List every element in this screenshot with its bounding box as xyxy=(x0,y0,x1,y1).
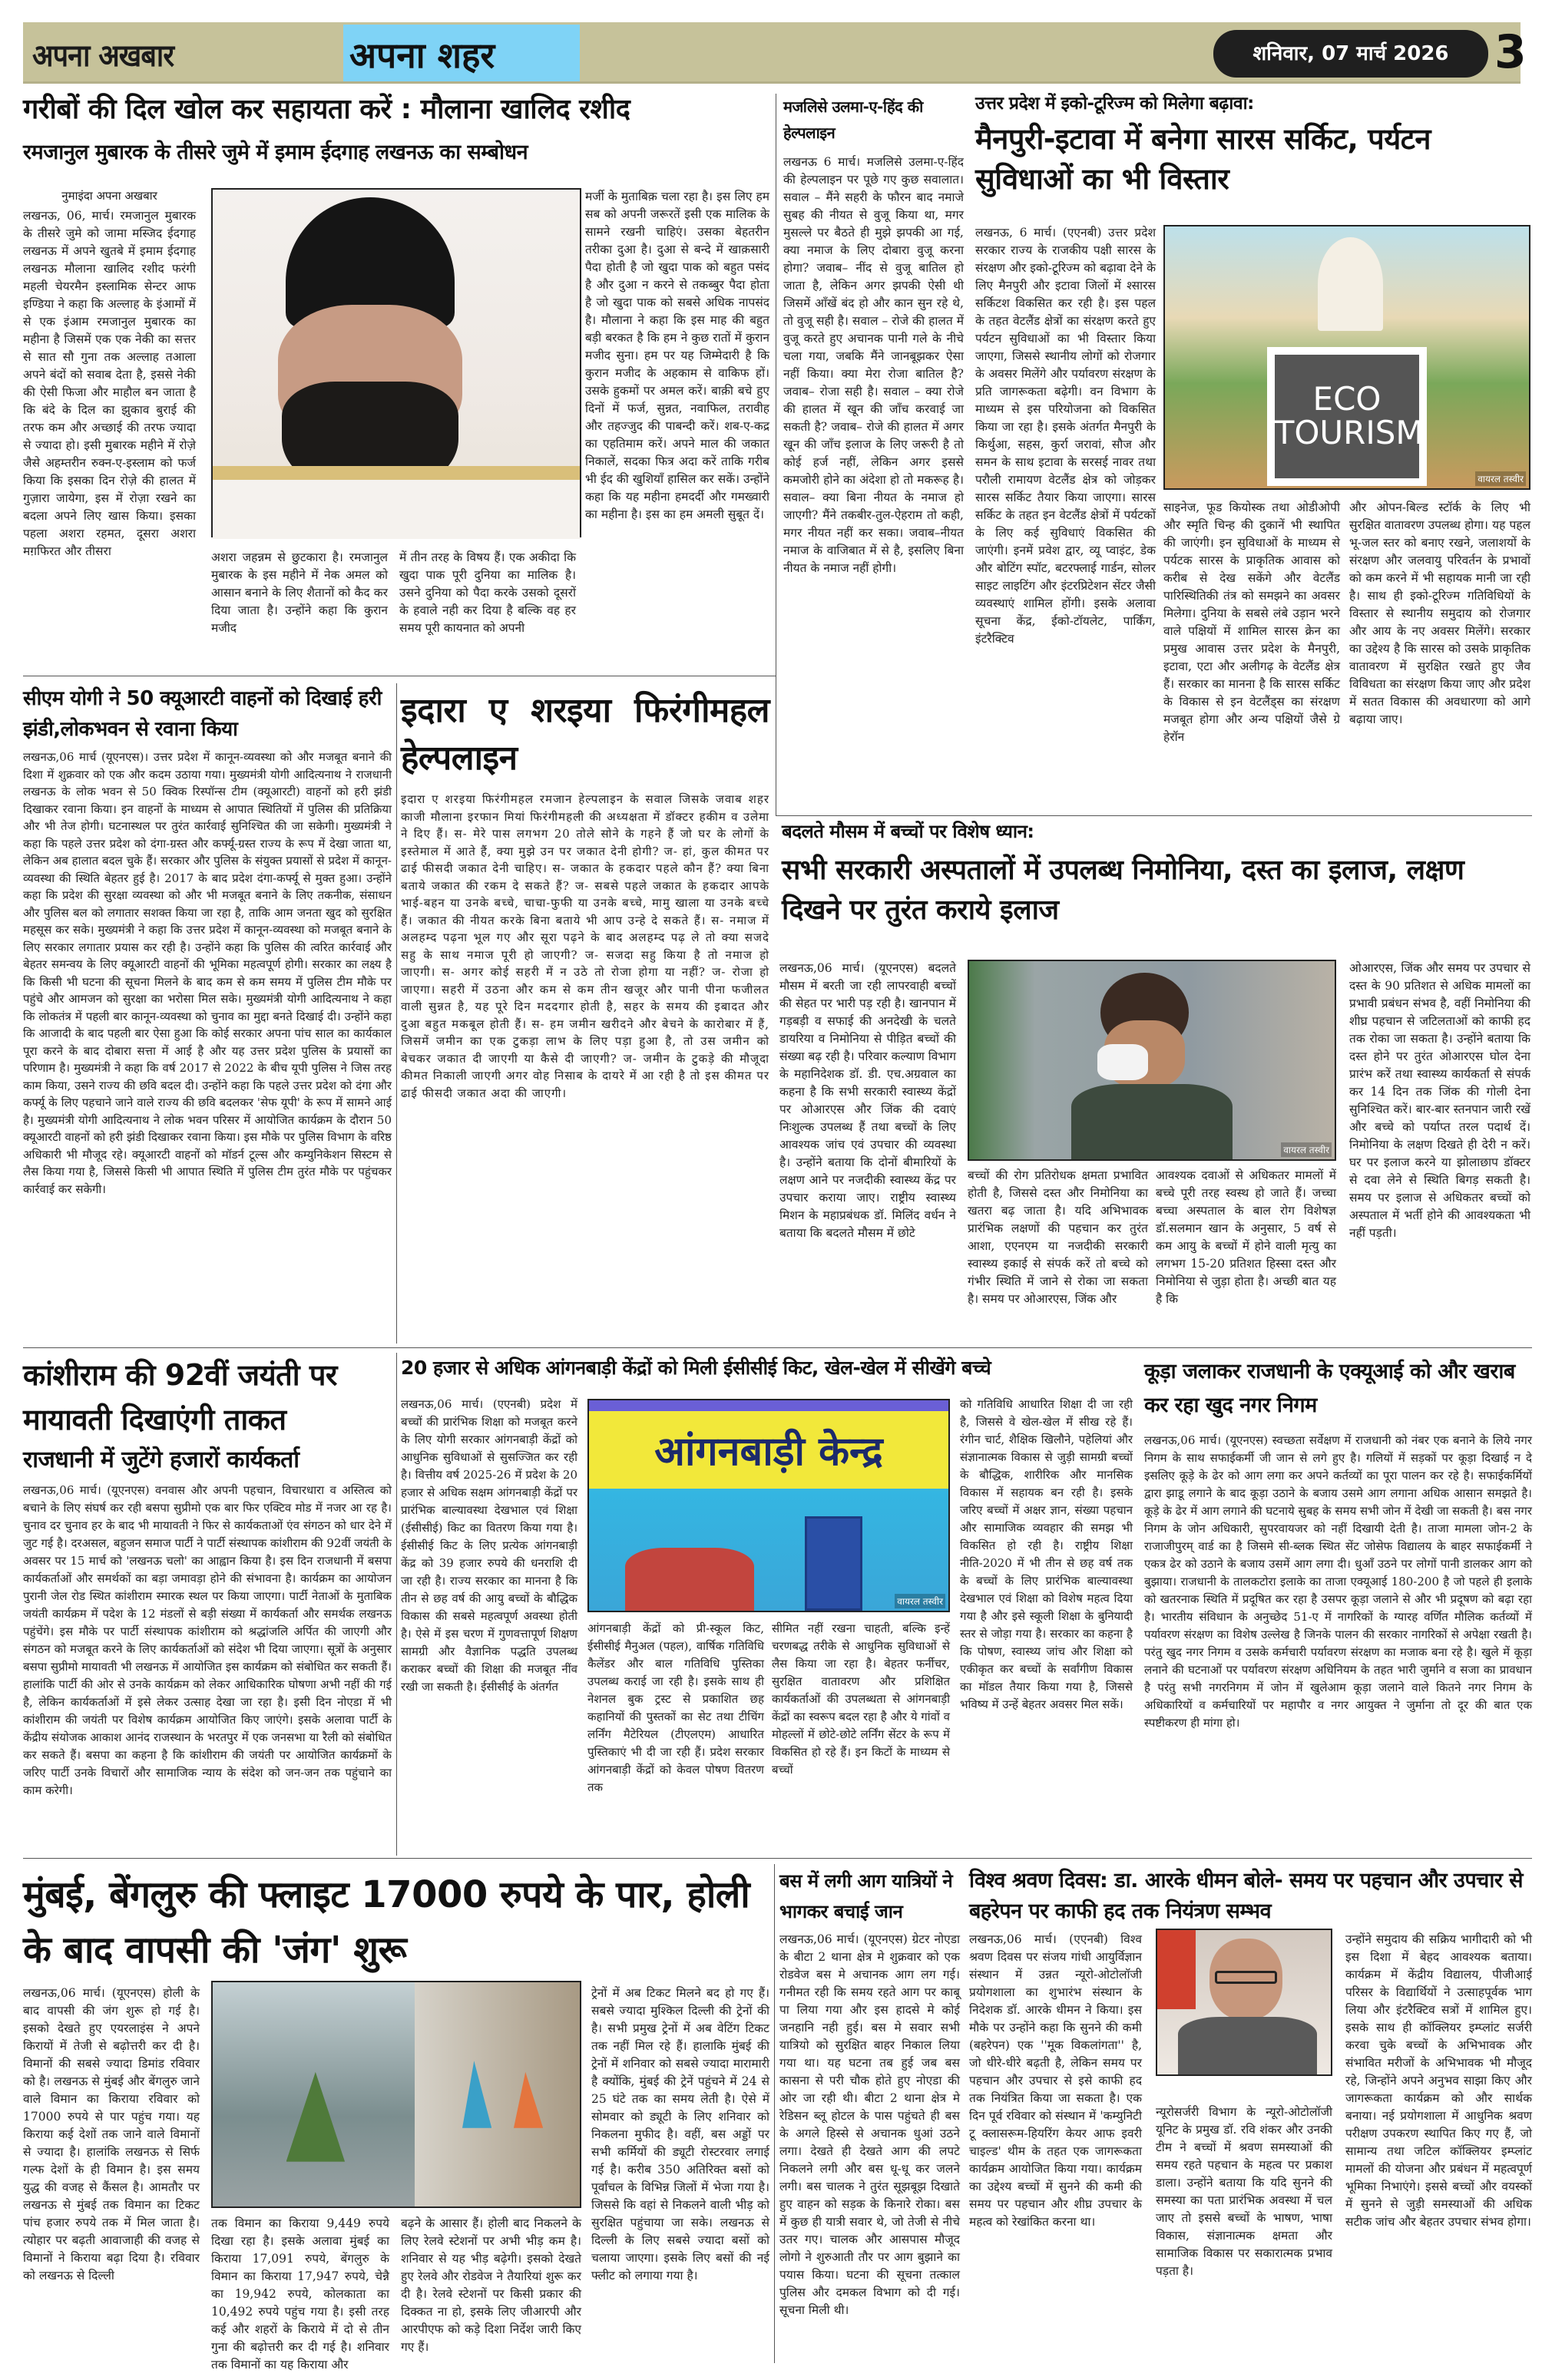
maulana-byline: नुमाइंदा अपना अखबार xyxy=(61,189,157,203)
child-shirt xyxy=(1071,1084,1232,1159)
maulana-col4: मर्जी के मुताबिक़ चला रहा है। इस लिए हम सब को अपनी जरूरतें इसी एक मालिक के सामने रखनी चाहिएं। उसका बेहतरीन तरीका दुआ है। दुआ से बन्दे में खाक़सारी पैदा होती है जो खुदा पाक को बहुत पसंद है और दुआ न करने से तकब्बुर पैदा होता है जो खुदा पाक को सबसे अधिक नापसंद है। मौलाना ने कहा कि इस माह की बहुत बड़ी बरकत है कि हम ने कुछ रातों में कुरान मजीद सुना। हम पर यह जिम्मेदारी है कि कुरान मजीद के अहकाम से वाकिफ हों। उसके हुकमों पर अमल करें। बाक़ी बचे हुए दिनों में फर्ज, सुन्नत, नवाफिल, तरावीह और तहज्जुद की पाबन्दी करें। शब-ए-कद्र का एहतिमाम करें। अपने माल की जकात निकालें, सदका फित्र अदा करें ताकि गरीब भी ईद की खुशियाँ हासिल कर सकें। उन्होंने कहा कि यह महीना हमदर्दी और गमख्वारी का महीना है। इस का हम अमली सुबूत दें। xyxy=(585,190,769,521)
page-number: 3 xyxy=(1494,25,1527,79)
pneumonia-kicker: बदलते मौसम में बच्चों पर विशेष ध्यान: xyxy=(782,821,1034,842)
eyeglasses xyxy=(1215,1971,1277,1984)
column-rule xyxy=(396,1353,397,1856)
child-sick-photo xyxy=(968,960,1336,1161)
kanshiram-subhead: राजधानी में जुटेंगे हजारों कार्यकर्ता xyxy=(23,1446,299,1473)
paper-name: अपना अखबार xyxy=(32,38,174,74)
idara-body: इदारा ए शरइया फिरंगीमहल रमजान हेल्पलाइन के सवाल जिसके जवाब शहर काजी मौलाना इरफान मियां फिरंगीमहली की अध्यक्षता में डॉक्टर हकीम व उलेमा ने दिए हैं। स- मेरे पास लगभग 20 तोले सोने के गहने हैं जो घर के लोगों के इस्तेमाल में आते हैं, क्या मुझे उन पर जकात देनी होगी? ज- हां, कुल कीमत पर ढाई फीसदी जकात देनी चाहिए। स- जकात के हकदार पहले कौन हैं? क्या बिना बताये जकात की रकम दे सकते हैं? ज- सबसे पहले जकात के हकदार आपके भाई-बहन या उनके बच्चे, चाचा-फुफी या उनके बच्चे, मामु खाला या उनके बच्चे हैं। जकात की नीयत करके बिना बताये भी आप उन्हे दे सकते हैं। स- नमाज में अलहम्द पढ़ना भूल गए और सूरा पढ़ने के बाद अलहम्द पढ़ ले तो क्या सजदे सहु के साथ नमाज पूरी हो जाएगी? ज- सजदा सहु किया है तो नमाज हो जाएगी। स- अगर कोई सहरी में न उठे तो रोजा होगा या नहीं? ज- रोजा हो जाएगा। सहरी में उठना और कम से कम तीन खजूर और पानी पीना फजीलत वाली सुन्नत है, यह पूरे दिन मददगार होती है, सहर के समय की इबादत और दुआ बहुत मकबूल होती हैं। स- हम जमीन खरीदने और बेचने के कारोबार में हैं, जिसमें जमीन का एक टुकड़ा लाभ के लिए पड़ा हुआ है, तो उस जमीन को बेचकर जकात दी जाएगी या कैसे दी जाएगी? ज- जमीन के टुकड़े की मौजूदा कीमत निकाली जाएगी अगर वोह निसाब के दायरे में आ रही है तो इस कीमत पर ढाई फीसदी जकात अदा की जाएगी। xyxy=(401,792,769,1100)
idara-headline: इदारा ए शरइया फिरंगीमहल हेल्पलाइन xyxy=(401,691,769,778)
flight-col2: तक विमान का किराया 9,449 रुपये दिखा रहा है। इसके अलावा मुंबई का किराया 17,091 रुपये, बेंगलुरु के विमान का किराया 17,947 रुपये, चेन्नै का 19,942 रुपये, कोलकाता का 10,492 रुपये पहुंच गया है। इसी तरह कई और शहरों के किराये में दो से तीन गुना की बढ़ोत्तरी कर दी गई है। शनिवार तक विमानों का यह किराया और xyxy=(211,2216,389,2372)
window-shape xyxy=(805,1516,862,1611)
monument-dome xyxy=(1318,237,1383,332)
section-rule xyxy=(776,815,1532,816)
flight-col4: ट्रेनों में अब टिकट मिलने बद हो गए हैं। सबसे ज्यादा मुश्किल दिल्ली की ट्रेनों की है। सभी प्रमुख ट्रेनों में अब वेटिंग टिकट तक नहीं मिल रहे हैं। हालाकि मुंबई की ट्रेनों में शनिवार को सबसे ज्यादा मारामारी है क्योंकि, मुंबई की ट्रेनें पहुंचने में 24 से 25 घंटे तक का समय लेती है। ऐसे में सोमवार को ड्यूटी के लिए शनिवार को निकलना मुफीद है। वहीं, बस अड्डों पर सभी कर्मियों की ड्यूटी रोस्टरवार लगाई गई है। करीब 350 अतिरिक्त बसों को पूर्वांचल के विभिन्न जिलों में भेजा गया है। जिससे कि वहां से निकलने वाली भीड़ को सुरक्षित पहुंचाया जा सके। लखनऊ से दिल्ली के लिए सबसे ज्यादा बसों को चलाया जाएगा। इसके लिए बसों की नई फ्लीट को लगाया गया है। xyxy=(591,1986,769,2282)
maulana-col3: में तीन तरह के विषय हैं। एक अकीदा कि खुदा पाक पूरी दुनिया का मालिक है। उसने दुनिया को पैदा करके उसको दूसरों के हवाले नही कर दिया है बल्कि वह हर समय पूरी कायनात को अपनी xyxy=(399,550,576,635)
section-rule xyxy=(23,1858,1532,1859)
airport-photo xyxy=(211,1981,581,2208)
maulana-headline: गरीबों की दिल खोल कर सहायता करें : मौलाना खालिद रशीद xyxy=(23,94,630,125)
column-rule xyxy=(774,1864,775,2363)
pneumonia-col1: लखनऊ,06 मार्च। (यूएनएस) बदलते मौसम में बरती जा रही लापरवाही बच्चों की सेहत पर भारी पड़ रही है। खानपान में गड़बड़ी व सफाई की अनदेखी के चलते डायरिया व निमोनिया से पीड़ित बच्चों की संख्या बढ़ रही है। परिवार कल्याण विभाग के महानिदेशक डॉ. डी. एच.अग्रवाल का कहना है कि सभी सरकारी स्वास्थ्य केंद्रों पर ओआरएस और जिंक की दवाएं निःशुल्क उपलब्ध हैं तथा बच्चों के लिए आवश्यक जांच एवं उपचार की व्यवस्था है। उन्होंने बताया कि दोनों बीमारियों के लक्षण आने पर नजदीकी स्वास्थ्य केंद्र पर उपचार कराया जाए। राष्ट्रीय स्वास्थ्य मिशन के महाप्रबंधक डॉ. मिलिंद वर्धन ने बताया कि बदलते मौसम में छोटे xyxy=(779,961,956,1240)
kanshiram-headline: कांशीराम की 92वीं जयंती पर मायावती दिखाएंगी ताकत xyxy=(23,1358,337,1436)
people-group xyxy=(625,1548,754,1611)
helpline-body: लखनऊ 6 मार्च। मजलिसे उलमा-ए-हिंद की हेल्पलाइन पर पूछे गए कुछ सवालात। सवाल – मैंने सहरी के फौरन बाद नमाजे सुबह की नीयत से वुजू किया था, मगर मुसल्ले पर बैठते ही मुझे झपकी आ गई, क्या नमाज के लिए दोबारा वुजू करना होगा? जवाब– नींद से वुजू बातिल हो जाता है, लेकिन अगर झपकी ऐसी थी जिसमें आँखें बंद हो और कान सुन रहे थे, तो वुजू सही है। सवाल – रोजे की हालत में वुजू करते हुए अचानक पानी गले के नीचे चला गया, जबकि मैंने जानबूझकर ऐसा नहीं किया। क्या मेरा रोजा बातिल है? जवाब– रोजा सही है। सवाल – क्या रोजे की हालत में खून की जाँच करवाई जा सकती है? जवाब– रोजे की हालत में अगर खून की जाँच इलाज के लिए जरूरी है तो कोई हर्ज नहीं, लेकिन अगर इससे कमजोरी होने का अंदेशा हो तो मकरूह है। सवाल– क्या बिना नीयत के नमाज हो जाएगी? मैंने तकबीर-तुल-ऐहराम तो कही, मगर नीयत नहीं कर सका। जवाब–नीयत नमाज के वाजिबात में से है, इसलिए बिना नीयत के नमाज नहीं होगी। xyxy=(783,155,964,575)
helpline-headline: मजलिसे उलमा-ए-हिंद की हेल्पलाइन xyxy=(783,98,923,142)
background-object xyxy=(1157,1930,1196,2009)
eco-col2: साइनेज, फूड कियोस्क तथा ओडीओपी और स्मृति चिन्ह की दुकानें भी स्थापित की जाएंगी। इन सुविधाओं के माध्यम से पर्यटक सारस के प्राकृतिक आवास को करीब से देख सकेंगे और वेटलैंड पारिस्थितिकी तंत्र को समझने का अवसर मिलेगा। दुनिया के सबसे लंबे उड़ान भरने वाले पक्षियों में शामिल सारस क्रेन का प्रमुख आवास उत्तर प्रदेश के मैनपुरी, इटावा, एटा और अलीगढ़ के वेटलैंड क्षेत्र हैं। सरकार का मानना है कि सारस सर्किट के विकास से इन वेटलैंड्स का संरक्षण मजबूत होगा और अन्य पक्षियों जैसे ग्रे हेरॉन xyxy=(1163,501,1340,744)
bus-body: लखनऊ,06 मार्च। (यूएनएस) ग्रेटर नोएडा के बीटा 2 थाना क्षेत्र मे शुक्रवार को एक रोडवेज बस मे अचानक आग लग गई। गनीमत रही कि समय रहते आग पर काबू पा लिया गया और इस हादसे मे कोई जनहानि नही हुई। बस मे सवार सभी यात्रियो को सुरक्षित बाहर निकाल लिया गया था। यह घटना तब हुई जब बस कासना से परी चौक होते हुए नोएडा की ओर जा रही थी। बीटा 2 थाना क्षेत्र मे रेडिसन ब्लू होटल के पास पहुंचते ही बस के अगले हिस्से से अचानक धुआं उठने लगा। देखते ही देखते आग की लपटे निकलने लगी और बस धू-धू कर जलने लगी। बस चालक ने तुरंत सूझबूझ दिखाते हुए वाहन को सड़क के किनारे रोका। बस में कुछ ही यात्री सवार थे, जो तेजी से नीचे उतर गए। चालक और आसपास मौजूद लोगो ने शुरुआती तौर पर आग बुझाने का पयास किया। घटना की सूचना तत्काल पुलिस और दमकल विभाग को दी गई। सूचना मिली थी। xyxy=(779,1932,960,2317)
anganwadi-col2: आंगनबाड़ी केंद्रों को प्री-स्कूल किट, ईसीसीई मैनुअल (पहल), वार्षिक गतिविधि कैलेंडर और बाल गतिविधि पुस्तिका उपलब्ध कराई जा रही है। इसके साथ ही नेशनल बुक ट्रस्ट से प्रकाशित छह कहानियों की पुस्तकों का सेट तथा टीचिंग लर्निंग मैटेरियल (टीएलएम) आधारित पुस्तिकाएं भी दी जा रही हैं। प्रदेश सरकार आंगनबाड़ी केंद्रों को केवल पोषण वितरण तक xyxy=(587,1621,764,1794)
aircraft-tail xyxy=(462,2061,491,2128)
pneumonia-col3: आवश्यक दवाओं से अधिकतर मामलों में बच्चे पूरी तरह स्वस्थ हो जाते हैं। जच्चा बच्चा अस्पताल के बाल रोग विशेषज्ञ डॉ.सलमान खान के अनुसार, 5 वर्ष से कम आयु के बच्चों में होने वाली मृत्यु का लगभग 15-20 प्रतिशत हिस्सा दस्त और निमोनिया से जुड़ा होता है। अच्छी बात यह है कि xyxy=(1156,1169,1336,1306)
hearing-col1: लखनऊ,06 मार्च। (एएनबी) विश्व श्रवण दिवस पर संजय गांधी आयुर्विज्ञान संस्थान में उन्नत न्यूरो-ओटोलॉजी प्रयोगशाला का शुभारंभ संस्थान के निदेशक डॉ. आरके धीमन ने किया। इस मौके पर उन्होंने कहा कि सुनने की कमी (बहरेपन) एक ''मूक विकलांगता'' है, जो धीरे-धीरे बढ़ती है, लेकिन समय पर पहचान और उपचार से इसे काफी हद तक नियंत्रित किया जा सकता है। एक दिन पूर्व रविवार को संस्थान में 'कम्युनिटी टू क्लासरूम-हियरिंग केयर आफ इवरी चाइल्ड' थीम के तहत एक जागरूकता कार्यक्रम आयोजित किया गया। कार्यक्रम का उद्देश्य बच्चों में सुनने की कमी की समय पर पहचान और शीघ्र उपचार के महत्व को रेखांकित करना था। xyxy=(969,1932,1142,2229)
masthead xyxy=(23,22,1527,84)
section-rule xyxy=(23,1347,1532,1348)
bus-headline: बस में लगी आग यात्रियों ने भागकर बचाई जान xyxy=(779,1870,953,1922)
hearing-col3: उन्होंने समुदाय की सक्रिय भागीदारी को भी इस दिशा में बेहद आवश्यक बताया। कार्यक्रम में केंद्रीय विद्यालय, पीजीआई परिसर के विद्यार्थियों ने उत्साहपूर्वक भाग लिया और इंटरैक्टिव सत्रों में शामिल हुए। इसके साथ ही कॉक्लियर इम्प्लांट सर्जरी करवा चुके बच्चों के अभिभावक और संभावित मरीजों के अभिभावक भी मौजूद रहे, जिन्होंने अपने अनुभव साझा किए और जागरूकता कार्यक्रम को और सार्थक बनाया। नई प्रयोगशाला में आधुनिक श्रवण परीक्षण उपकरण स्थापित किए गए हैं, जो सामान्य तथा जटिल कॉक्लियर इम्प्लांट मामलों की योजना और प्रबंधन में महत्वपूर्ण भूमिका निभाएंगे। इससे बच्चों और वयस्कों में सुनने से जुड़ी समस्याओं की अधिक सटीक जांच और बेहतर उपचार संभव होगा। xyxy=(1345,1932,1532,2229)
qrt-headline: सीएम योगी ने 50 क्यूआरटी वाहनों को दिखाई हरी झंडी,लोकभवन से रवाना किया xyxy=(23,687,382,741)
flight-col1: लखनऊ,06 मार्च। (यूएनएस) होली के बाद वापसी की जंग शुरू हो गई है। इसको देखते हुए एयरलाइंस ने अपने किरायों में तेजी से बढ़ोत्तरी कर दी है। विमानों की सबसे ज्यादा डिमांड रविवार को है। लखनऊ से मुंबई और बेंगलुरु जाने वाले विमान का किराया रविवार को 17000 रुपये से पार पहुंच गया। यह किराया कई देशों तक जाने वाले विमानों से ज्यादा है। हालांकि लखनऊ से सिर्फ गल्फ देशों के ही विमान है। इस समय युद्ध की वजह से कैंसल है। आमतौर पर लखनऊ से मुंबई तक विमान का टिकट पांच हजार रुपये तक में मिल जाता है। त्योहार पर बढ़ती आवाजाही की वजह से विमानों ने किराया बढ़ा दिया है। रविवार को लखनऊ से दिल्ली xyxy=(23,1986,200,2282)
aqi-headline: कूड़ा जलाकर राजधानी के एक्यूआई को और खराब कर रहा खुद नगर निगम xyxy=(1144,1360,1515,1417)
anganwadi-photo xyxy=(587,1399,950,1612)
anganwadi-image-credit: वायरल तस्वीर xyxy=(895,1594,945,1608)
qrt-body: लखनऊ,06 मार्च (यूएनएस)। उत्तर प्रदेश में कानून-व्यवस्था को और मजबूत बनाने की दिशा में शुक्रवार को एक और कदम उठाया गया। मुख्यमंत्री योगी आदित्यनाथ ने राजधानी लखनऊ के लोक भवन से 50 क्विक रिस्पॉन्स टीम (क्यूआरटी) वाहनों को हरी झंडी दिखाकर रवाना किया। इन वाहनों के माध्यम से आपात स्थितियों में पुलिस की प्रतिक्रिया और भी तेज होगी। घटनास्थल पर तुरंत कार्रवाई सुनिश्चित की जा सकेगी। मुख्यमंत्री ने कहा कि पहले उत्तर प्रदेश को दंगा-ग्रस्त और कर्फ्यू-ग्रस्त राज्य के रूप में देखा जाता था, लेकिन अब हालात बदल चुके हैं। सरकार और पुलिस के संयुक्त प्रयासों से प्रदेश में कानून-व्यवस्था की स्थिति बेहतर हुई है। 2017 के बाद प्रदेश दंगा-कर्फ्यू से मुक्त हुआ। उन्होंने कहा कि प्रदेश की सुरक्षा व्यवस्था को और भी मजबूत बनाने के लिए तकनीक, संसाधन और पुलिस बल को लगातार सशक्त किया जा रहा है, ताकि आम जनता खुद को सुरक्षित महसूस कर सके। मुख्यमंत्री ने कहा कि उत्तर प्रदेश में कानून-व्यवस्था को मजबूत बनाने के लिए सरकार लगातार प्रयास कर रही है। उन्होंने कहा कि पुलिस की त्वरित कार्रवाई और बेहतर समन्वय के लिए क्यूआरटी वाहनों की भूमिका महत्वपूर्ण होगी। सरकार का लक्ष्य है कि किसी भी घटना की सूचना मिलने के बाद कम से कम समय में पुलिस टीम मौके पर पहुंचे और आमजन को सुरक्षा का भरोसा मिल सके। मुख्यमंत्री योगी आदित्यनाथ ने कहा कि लोकतंत्र में पहली बार कानून-व्यवस्था को चुनाव का मुद्दा बनते दिखाई दी। उन्होंने कहा कि आजादी के बाद पहली बार ऐसा हुआ कि कोई सरकार अपना पांच साल का कार्यकाल पूरा करने के बाद दोबारा सत्ता में आई है और यह उत्तर प्रदेश पुलिस के प्रयासों का परिणाम है। मुख्यमंत्री ने कहा कि वर्ष 2017 से 2022 के बीच यूपी पुलिस ने जिस तरह काम किया, उसने राज्य की छवि बदल दी। उन्होंने कहा कि पहले उत्तर प्रदेश को दंगा और कर्फ्यू के लिए पहचाने जाने वाले राज्य की छवि बदलकर 'सेफ यूपी' के रूप में सामने आई है। मुख्यमंत्री योगी आदित्यनाथ ने लोक भवन परिसर में आयोजित कार्यक्रम के दौरान 50 क्यूआरटी वाहनों को हरी झंडी दिखाकर रवाना किया। इस मौके पर पुलिस विभाग के वरिष्ठ अधिकारी भी मौजूद रहे। क्यूआरटी वाहनों को मॉडर्न टूल्स और कम्युनिकेशन सिस्टम से लैस किया गया है, जिससे किसी भी आपात स्थिति में पुलिस टीम तुरंत मौके पर पहुंचकर कार्रवाई कर सकेगी। xyxy=(23,750,392,1196)
anganwadi-col4: को गतिविधि आधारित शिक्षा दी जा रही है, जिससे वे खेल-खेल में सीख रहे हैं। रंगीन चार्ट, शैक्षिक खिलौने, पहेलियां और संज्ञानात्मक विकास से जुड़ी सामग्री बच्चों के बौद्धिक, शारीरिक और मानसिक विकास में सहायक बन रही है। इसके जरिए बच्चों में अक्षर ज्ञान, संख्या पहचान और सामाजिक व्यवहार की समझ भी विकसित हो रही है। राष्ट्रीय शिक्षा नीति-2020 में भी तीन से छह वर्ष तक के बच्चों के लिए प्रारंभिक बाल्यावस्था देखभाल एवं शिक्षा को विशेष महत्व दिया गया है और इसे स्कूली शिक्षा के बुनियादी स्तर से जोड़ा गया है। सरकार का कहना है कि पोषण, स्वास्थ्य जांच और शिक्षा को एकीकृत कर बच्चों के सर्वांगीण विकास का मॉडल तैयार किया गया है, जिससे भविष्य में उन्हें बेहतर अवसर मिल सकें। xyxy=(960,1397,1133,1711)
doctor-photo xyxy=(1156,1929,1332,2076)
maulana-col1: लखनऊ, 06, मार्च। रमजानुल मुबारक के तीसरे जुमे को जामा मस्जिद ईदगाह लखनऊ में अपने खुतबे में इमाम ईदगाह लखनऊ मौलाना खालिद रशीद फरंगी महली चेयरमैन इस्लामिक सेन्टर आफ इण्डिया ने कहा कि अल्लाह के इंआमों में से एक इंआम रमजानुल मुबारक का महीना है जिसमें एक एक नेकी का सत्तर से सात सौ गुना तक अल्लाह तआला अपने बंदों को सवाब देता है, इससे नेकी की ऐसी फिजा और माहौल बन जाता है कि बंदे के दिल का झुकाव बुराई की तरफ कम और अच्छाई की तरफ ज्यादा से ज्यादा हो। इसी मुबारक महीने में रोज़े जैसे अहम्तरीन रुक्न-ए-इस्लाम को फर्ज किया कि इसका दिन रोज़े की हालत में गुज़ारा जायेगा, इस में रोज़ा रखने का बदला अपने लिए खास किया। इसका पहला अशरा रहमत, दूसरा अशरा मग़फिरत और तीसरा xyxy=(23,209,196,558)
section-name: अपना शहर xyxy=(343,25,580,81)
pneumonia-col2: बच्चों की रोग प्रतिरोधक क्षमता प्रभावित होती है, जिससे दस्त और निमोनिया का खतरा बढ़ जाता है। यदि अभिभावक प्रारंभिक लक्षणों की पहचान कर तुरंत आशा, एएनएम या नजदीकी सरकारी स्वास्थ्य इकाई से संपर्क करें तो बच्चे को गंभीर स्थिति में जाने से रोका जा सकता है। समय पर ओआरएस, जिंक और xyxy=(968,1169,1148,1306)
aqi-body: लखनऊ,06 मार्च। (यूएनएस) स्वच्छता सर्वेक्षण में राजधानी को नंबर एक बनाने के लिये नगर निगम के साथ सफाईकर्मी जी जान से लगे हुए है। गलियों में सड़कों पर कूड़ा दिखाई न दे इसलिए कूड़े के ढेर को आग लगा कर अपने कर्तव्यों का पूरा पालन कर रहे है। सफाईकर्मियों द्वारा झाडू लगाने के बाद कूड़ा उठाने के बजाय उसमे आग लगाना अधिक आसान समझते है। कूड़े के ढेर में आग लगाने की घटनाये सुबह के समय सभी जोन में देखी जा सकती है। बस नगर निगम के जोन अधिकारी, सुपरवायजर को नहीं दिखायी देती है। ताजा मामला जोन-2 के राजाजीपुरम् वार्ड का है जिसमे सी-ब्लक स्थित सेंट जोसेफ विद्यालय के बाहर सफाईकर्मी ने एकत्र ढेर को उठाने के बजाय उसमें आग लगा दी। धुआँ उठने पर लोगों पानी डालकर आग को बुझाया। राजधानी के तालकटोरा इलाके का ताजा एक्यूआई 180-200 है जो पहले ही इलाके को खतरनाक स्थिति में प्रदूषित कर रहा है उसपर कूड़ा जलाने से और भी प्रदूषण को बढ़ा रहा है। भारतीय संविधान के अनुच्छेद 51-ए में नागरिकों के ग्यारह वर्णित मौलिक कर्तव्यों में पर्यावरण संरक्षण का विशेष उल्लेख है जिनके पालन की सरकार नागरिकों से अपेक्षा रखती है। परंतु खुद नगर निगम व उसके कर्मचारी पर्यावरण संरक्षण का मजाक बना रहे है। खुले में कूड़ा लनाने की घटनाओं पर पर्यावरण संरक्षण अधिनियम के तहत भारी जुर्माने व सजा का प्रावधान है परंतु सभी नगरनिगम में जोन में खुलेआम कूड़ा जलाने वाले कितने नगर निगम के अधिकारियों व कर्मचारियों पर महापौर व नगर आयुक्त ने जुर्माना तो दूर की बात एक स्पष्टीकरण ही मांगा हो। xyxy=(1144,1433,1532,1730)
anganwadi-headline: 20 हजार से अधिक आंगनबाड़ी केंद्रों को मिली ईसीसीई किट, खेल-खेल में सीखेंगे बच्चे xyxy=(401,1357,991,1379)
eco-label-line2: TOURISM xyxy=(1274,414,1424,452)
anganwadi-sign: आंगनबाड़ी केन्द्र xyxy=(589,1400,948,1489)
pneumonia-image-credit: वायरल तस्वीर xyxy=(1281,1142,1332,1157)
maulana-col2: अशरा जहन्नम से छुटकारा है। रमजानुल मुबारक के इस महीने में नेक अमल को आसान बनाने के लिए शैतानों को कैद कर दिया जाता है। उन्होंने कहा कि कुरान मजीद xyxy=(211,550,388,635)
eco-kicker: उत्तर प्रदेश में इको-टूरिज्म को मिलेगा बढ़ावा: xyxy=(975,94,1254,114)
maulana-photo xyxy=(211,188,581,537)
pneumonia-col4: ओआरएस, जिंक और समय पर उपचार से दस्त के 90 प्रतिशत से अधिक मामलों का प्रभावी प्रबंधन संभव है, वहीं निमोनिया की शीघ्र पहचान से जटिलताओं को काफी हद तक रोका जा सकता है। उन्होंने बताया कि दस्त होने पर तुरंत ओआरएस घोल देना प्रारंभ करें तथा स्वास्थ्य कार्यकर्ता से संपर्क कर 14 दिन तक जिंक की गोली देना सुनिश्चित करें। बार-बार स्तनपान जारी रखें और बच्चे को पर्याप्त तरल पदार्थ दें। निमोनिया के लक्षण दिखते ही देरी न करें। घर पर इलाज करने या झोलाछाप डॉक्टर से दवा लेने से स्थिति बिगड़ सकती है। समय पर इलाज से अधिकतर बच्चों को अस्पताल में भर्ती होने की आवश्यकता भी नहीं पड़ती। xyxy=(1349,961,1530,1240)
anganwadi-col1: लखनऊ,06 मार्च। (एएनबी) प्रदेश में बच्चों की प्रारंभिक शिक्षा को मजबूत करने के लिए योगी सरकार आंगनबाड़ी केंद्रों को आधुनिक सुविधाओं से सुसज्जित कर रही है। वित्तीय वर्ष 2025-26 में प्रदेश के 20 हजार से अधिक सक्षम आंगनबाड़ी केंद्रों पर प्रारंभिक बाल्यावस्था देखभाल एवं शिक्षा (ईसीसीई) किट का वितरण किया गया है। ईसीसीई किट के लिए प्रत्येक आंगनबाड़ी केंद्र को 39 हजार रुपये की धनराशि दी जा रही है। राज्य सरकार का मानना है कि तीन से छह वर्ष की आयु बच्चों के बौद्धिक विकास की सबसे महत्वपूर्ण अवस्था होती है। ऐसे में इस चरण में गुणवत्तापूर्ण शिक्षण सामग्री और वैज्ञानिक पद्धति उपलब्ध कराकर बच्चों की शिक्षा की मजबूत नींव रखी जा सकती है। ईसीसीई के अंतर्गत xyxy=(401,1397,577,1694)
hearing-headline: विश्व श्रवण दिवस: डा. आरके धीमन बोले- समय पर पहचान और उपचार से बहरेपन पर काफी हद तक नियंत्रण सम्भव xyxy=(969,1869,1524,1923)
flight-col3: बढ़ने के आसार हैं। होली बाद निकलने के लिए रेलवे स्टेशनों पर अभी भीड़ कम है। शनिवार से यह भीड़ बढ़ेगी। इसको देखते हुए रेलवे और रोडवेज ने तैयारियां शुरू कर दी है। रेलवे स्टेशनों पर किसी प्रकार की दिक्कत ना हो, इसके लिए जीआरपी और आरपीएफ को कड़े दिशा निर्देश जारी किए गए हैं। xyxy=(401,2216,581,2354)
anganwadi-col3: सीमित नहीं रखना चाहती, बल्कि इन्हें चरणबद्ध तरीके से आधुनिक सुविधाओं से लैस किया जा रहा है। बेहतर फर्नीचर, सुरक्षित वातावरण और प्रशिक्षित कार्यकर्ताओं की उपलब्धता से आंगनबाड़ी केंद्रों का स्वरूप बदल रहा है और ये गांवों व मोहल्लों में छोटे-छोटे लर्निंग सेंटर के रूप में विकसित हो रहे हैं। इन किटों के माध्यम से बच्चों xyxy=(772,1621,950,1777)
issue-date: शनिवार, 07 मार्च 2026 xyxy=(1213,30,1488,78)
doctor-suit xyxy=(1178,2017,1317,2074)
flight-headline: मुंबई, बेंगलुरु की फ्लाइट 17000 रुपये के पार, होली के बाद वापसी की 'जंग' शुरू xyxy=(23,1873,750,1972)
eco-image-credit: वायरल तस्वीर xyxy=(1475,471,1526,486)
kanshiram-body: लखनऊ,06 मार्च। (यूएनएस) वनवास और अपनी पहचान, विचारधारा व अस्तित्व को बचाने के लिए संघर्ष कर रही बसपा सुप्रीमो एक बार फिर एक्टिव मोड में नजर आ रह है। चुनाव दर चुनाव हर के बाद भी मायावती ने फिर से कार्यकताओं एंव संगठन को धार देने में जुट गई है। दरअसल, बहुजन समाज पार्टी ने पार्टी संस्थापक कांशीराम की 92वीं जयंती के अवसर पर 15 मार्च को 'लखनऊ चलो' का आह्वान किया है। इस दिन राजधानी में बसपा कार्यकर्ताओं और समर्थकों का बड़ा जमावड़ा होने की संभावना है। कार्यक्रम का आयोजन पुरानी जेल रोड स्थित कांशीराम स्मारक स्थल पर किया जाएगा। पार्टी नेताओं के मुताबिक जयंती कार्यक्रम में पदेश के 12 मंडलों से बड़ी संख्या में कार्यकर्ता और समर्थक लखनऊ पहुंचेंगे। इस मौके पर पार्टी संस्थापक कांशीराम को श्रद्धांजलि अर्पित की जाएगी और संगठन को मजबूत करने के लिए कार्यकर्ताओं को संदेश भी दिया जाएगा। सूत्रों के अनुसार बसपा सुप्रीमो मायावती भी लखनऊ में आयोजित इस कार्यक्रम को संबोधित कर सकती हैं। हालांकि पार्टी की ओर से उनके कार्यक्रम को लेकर आधिकारिक घोषणा अभी नहीं की गई है, लेकिन कार्यकर्ताओं में इसे लेकर उत्साह देखा जा रहा है। इसी दिन नोएडा में भी कांशीराम की जयंती पर विशेष कार्यक्रम आयोजित किए जाएंगे। इसके अलावा पार्टी के केंद्रीय संयोजक आकाश आनंद राजस्थान के भरतपुर में एक जनसभा या रैली को संबोधित कर सकते हैं। बसपा का कहना है कि कांशीराम की जयंती पर आयोजित कार्यक्रमों के जरिए पार्टी उनके विचारों और सामाजिक न्याय के संदेश को जन-जन तक पहुंचाने का काम करेगी। xyxy=(23,1483,392,1797)
pneumonia-headline: सभी सरकारी अस्पतालों में उपलब्ध निमोनिया, दस्त का इलाज, लक्षण दिखने पर तुरंत कराये इलाज xyxy=(782,854,1464,926)
eco-label-box xyxy=(1267,347,1428,486)
hearing-col2: न्यूरोसर्जरी विभाग के न्यूरो-ओटोलॉजी यूनिट के प्रमुख डॉ. रवि शंकर और उनकी टीम ने बच्चों में श्रवण समस्याओं की समय रहते पहचान के महत्व पर प्रकाश डाला। उन्होंने बताया कि यदि सुनने की समस्या का पता प्रारंभिक अवस्था में चल जाए तो इससे बच्चों के भाषण, भाषा विकास, संज्ञानात्मक क्षमता और सामाजिक विकास पर सकारात्मक प्रभाव पड़ता है। xyxy=(1156,2105,1332,2278)
tissue xyxy=(1097,1044,1149,1079)
robe-shape xyxy=(213,466,580,539)
eco-col1: लखनऊ, 6 मार्च। (एएनबी) उत्तर प्रदेश सरकार राज्य के राजकीय पक्षी सारस के संरक्षण और इको-टूरिज्म को बढ़ावा देने के लिए मैनपुरी और इटावा जिलों में श्सारस सर्किटश विकसित कर रही है। इस पहल के तहत वेटलैंड क्षेत्रों का संरक्षण करते हुए पर्यटन सुविधाओं का भी विस्तार किया जाएगा, जिससे स्थानीय लोगों को रोजगार के अवसर मिलेंगे और पर्यावरण संरक्षण के प्रति जागरूकता बढ़ेगी। वन विभाग के माध्यम से इस परियोजना को विकसित किया जा रहा है। इसके अंतर्गत मैनपुरी के किर्थुआ, सहस, कुर्रा जरावां, सौज और समन के साथ इटावा के सरसई नावर तथा परौली रामायण वेटलैंड क्षेत्र को जोड़कर सारस सर्किट तैयार किया जाएगा। सारस सर्किट के तहत इन वेटलैंड क्षेत्रों में पर्यटकों के लिए कई सुविधाएं विकसित की जाएंगी। इनमें प्रवेश द्वार, व्यू प्वाइंट, डेक और बोटिंग स्पॉट, बटरफ्लाई गार्डन, सोलर साइट लाइटिंग और इंटरप्रिटेशन सेंटर जैसी व्यवस्थाएं शामिल होंगी। इसके अलावा सूचना केंद्र, ईको-टॉयलेट, पार्किंग, इंटरैक्टिव xyxy=(975,226,1156,646)
eco-tourism-photo xyxy=(1163,225,1530,490)
column-rule xyxy=(396,683,397,1344)
eco-label-line1: ECO xyxy=(1312,380,1382,418)
maulana-subhead: रमजानुल मुबारक के तीसरे जुमे में इमाम ईदगाह लखनऊ का सम्बोधन xyxy=(23,140,528,164)
eco-col3: और ओपन-बिल्ड स्टॉर्क के लिए भी सुरक्षित वातावरण उपलब्ध होगा। यह पहल भू-जल स्तर को बनाए रखने, जलाशयों के संरक्षण और जलवायु परिवर्तन के प्रभावों को कम करने में भी सहायक मानी जा रही है। साथ ही इको-टूरिज्म गतिविधियों के विस्तार से स्थानीय समुदाय को रोजगार और आय के नए अवसर मिलेंगे। सरकार का उद्देश्य है कि सारस को उसके प्राकृतिक वातावरण में सुरक्षित रखते हुए जैव विविधता का संरक्षण किया जाए और प्रदेश में सतत विकास की अवधारणा को आगे बढ़ाया जाए। xyxy=(1349,501,1530,726)
eco-headline: मैनपुरी-इटावा में बनेगा सारस सर्किट, पर्यटन सुविधाओं का भी विस्तार xyxy=(975,122,1431,196)
aircraft-tail xyxy=(514,2072,543,2128)
